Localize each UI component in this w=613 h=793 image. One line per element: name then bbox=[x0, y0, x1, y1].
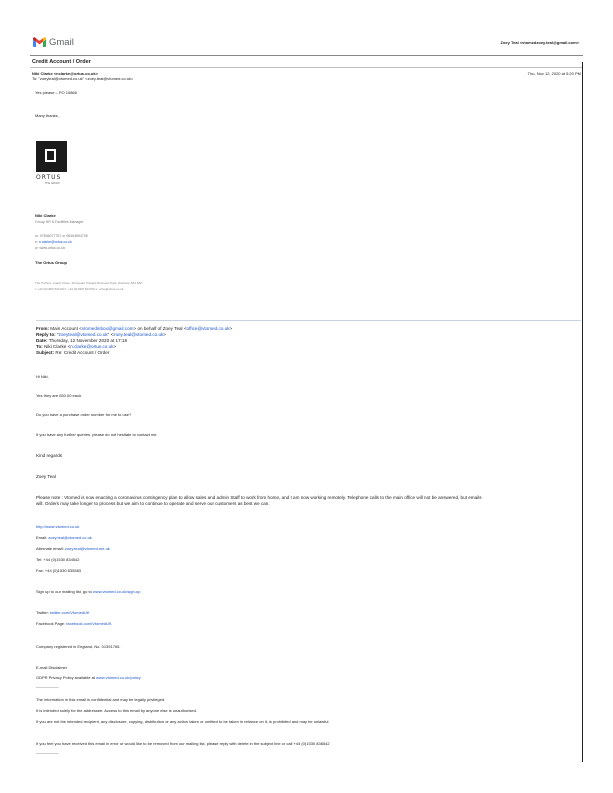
signature-email-link[interactable]: n.clarke@ortus.co.uk bbox=[38, 240, 72, 244]
quoted-greeting: Hi Niki, bbox=[36, 374, 49, 379]
quoted-from: From: Main Account <vtomedinbox@gmail.com> on behalf of Zoey Teal <office@vtomed.co.uk> bbox=[36, 326, 233, 331]
signature-title: Group HR & Facilities Manager bbox=[35, 220, 84, 224]
twitter-line: Twitter: twitter.com/VtomedUK bbox=[36, 610, 90, 615]
ortus-tagline: THE GROUP bbox=[45, 182, 60, 185]
company-registration: Company registered in England, No. 01391765. bbox=[36, 644, 121, 649]
alt-email-link[interactable]: zoey.teal@vtomed.me.uk bbox=[64, 546, 110, 551]
reply-email-link-2[interactable]: zoey.teal@vtomed.co.uk bbox=[113, 332, 164, 337]
quoted-reply-to: Reply to: "zoeyteal@vtomed.co.uk" <zoey.teal@vtomed.co.uk> bbox=[36, 332, 166, 337]
quoted-regards: Kind regards bbox=[36, 453, 63, 458]
message-body-line: Many thanks, bbox=[35, 113, 59, 118]
quote-border bbox=[582, 62, 583, 762]
company-name: The Ortus Group bbox=[35, 260, 67, 265]
quote-divider bbox=[36, 320, 581, 321]
email-line: Email: zoey.teal@vtomed.co.uk bbox=[36, 535, 92, 540]
facebook-line: Facebook Page: facebook.com/VtomedUK bbox=[36, 621, 112, 626]
gdpr-link[interactable]: www.vtomed.co.uk/policy bbox=[96, 675, 141, 680]
disclaimer-line: It is intended solely for the addressee. Access to this email by anyone else is unauthorised. bbox=[36, 708, 197, 713]
quoted-to: To: Niki Clarke <n.clarke@ortus.co.uk> bbox=[36, 344, 117, 349]
facebook-link[interactable]: facebook.com/VtomedUK bbox=[66, 621, 112, 626]
signature-email-line bbox=[35, 240, 72, 245]
message-sender: Niki Clarke <nclarke@ortus.co.uk> bbox=[32, 71, 98, 76]
signature-email-prefix: e: bbox=[35, 240, 39, 244]
message-recipient: To: "zoeyteal@vtomed.co.uk" <zoey.teal@vtomed.co.uk> bbox=[32, 76, 134, 81]
header-divider bbox=[30, 55, 583, 56]
disclaimer-line: The information in this email is confidential and may be legally privileged. bbox=[36, 697, 166, 702]
signature-phone: m: 07846077787 or 08454594705 bbox=[35, 234, 88, 238]
dash-separator: ----------------- bbox=[36, 750, 59, 755]
quoted-date: Date: Thursday, 12 November 2020 at 17:18 bbox=[36, 338, 128, 343]
fax-line: Fax: +44 (0)1530 835583 bbox=[36, 568, 82, 573]
gmail-wordmark: Gmail bbox=[49, 37, 74, 48]
thread-subject: Credit Account / Order bbox=[32, 59, 91, 65]
disclaimer-line: If you are not the intended recipient, any disclosure, copying, distribution or any action taken or omitted to be taken in reliance on it, is prohibited and may be unlawful. bbox=[36, 719, 330, 724]
message-body-line: Yes please – PO 10866 bbox=[35, 90, 77, 95]
from-email-link[interactable]: vtomedinbox@gmail.com bbox=[81, 326, 134, 331]
company-contact: t: +44 (0)1909 521100 f: +44 (0)1909 524700 e: ortus@ortus.co.uk bbox=[35, 287, 124, 291]
coronavirus-notice: Please note : Vtomed is now enacting a coronavirus contingency plan to allow sales and admin Staff to work from home, and I am now working remotely. Telephone calls to the main office will not be answered, but emails bbox=[36, 495, 482, 500]
quoted-line: Do you have a purchase order number for me to use? bbox=[36, 412, 132, 417]
ortus-wordmark: ORTUS bbox=[36, 174, 62, 181]
disclaimer-title: E-mail Disclaimer bbox=[36, 665, 68, 670]
alt-email-line: Alternate email: zoey.teal@vtomed.me.uk bbox=[36, 546, 110, 551]
website-link[interactable]: http://www.vtomed.co.uk bbox=[36, 524, 80, 529]
email-link[interactable]: zoey.teal@vtomed.co.uk bbox=[48, 535, 92, 540]
office-email-link[interactable]: office@vtomed.co.uk bbox=[186, 326, 230, 331]
dash-separator: ----------------- bbox=[36, 684, 59, 689]
reply-email-link[interactable]: zoeyteal@vtomed.co.uk bbox=[58, 332, 108, 337]
disclaimer-line: If you feel you have received this email in error or would like to be removed from our mailing list, please reply with delete in the subject line or call +44 (0)1530 836542 bbox=[36, 741, 330, 746]
message-date: Thu, Nov 12, 2020 at 5:20 PM bbox=[527, 71, 581, 76]
ortus-logo-icon bbox=[36, 141, 67, 172]
quoted-line: If you have any further queries, please do not hesitate to contact me. bbox=[36, 432, 158, 437]
twitter-link[interactable]: twitter.com/VtomedUK bbox=[50, 610, 90, 615]
quoted-line: Yes they are £50.00 each. bbox=[36, 393, 83, 398]
quoted-subject: Subject: Re: Credit Account / Order bbox=[36, 350, 110, 355]
coronavirus-notice-2: will. Orders may take longer to process but we aim to continue to operate and serve our customers as best we can. bbox=[36, 501, 270, 506]
tel-line: Tel: +44 (0)1530 834542 bbox=[36, 557, 80, 562]
signature-name: Niki Clarke bbox=[35, 213, 56, 218]
account-email: Zoey Teal <vtomedzoey.teal@gmail.com> bbox=[500, 40, 579, 45]
gdpr-line: GDPR Privacy Policy available at www.vtomed.co.uk/policy bbox=[36, 675, 141, 680]
gmail-logo-icon bbox=[33, 37, 46, 47]
subject-divider bbox=[30, 67, 583, 68]
signup-link[interactable]: www.vtomed.co.uk/sign-up bbox=[92, 589, 141, 594]
to-email-link[interactable]: n.clarke@ortus.co.uk bbox=[70, 344, 114, 349]
signature-website: w: www.ortus.co.uk bbox=[35, 246, 65, 250]
signup-line: Sign up to our mailing list, go to www.vtomed.co.uk/sign-up bbox=[36, 589, 141, 594]
company-address: The Turbine, Coach Close, Shireoaks Triangle Business Park, Worksop S81 8AP bbox=[35, 281, 143, 285]
quoted-name: Zoey Teal bbox=[36, 474, 56, 479]
